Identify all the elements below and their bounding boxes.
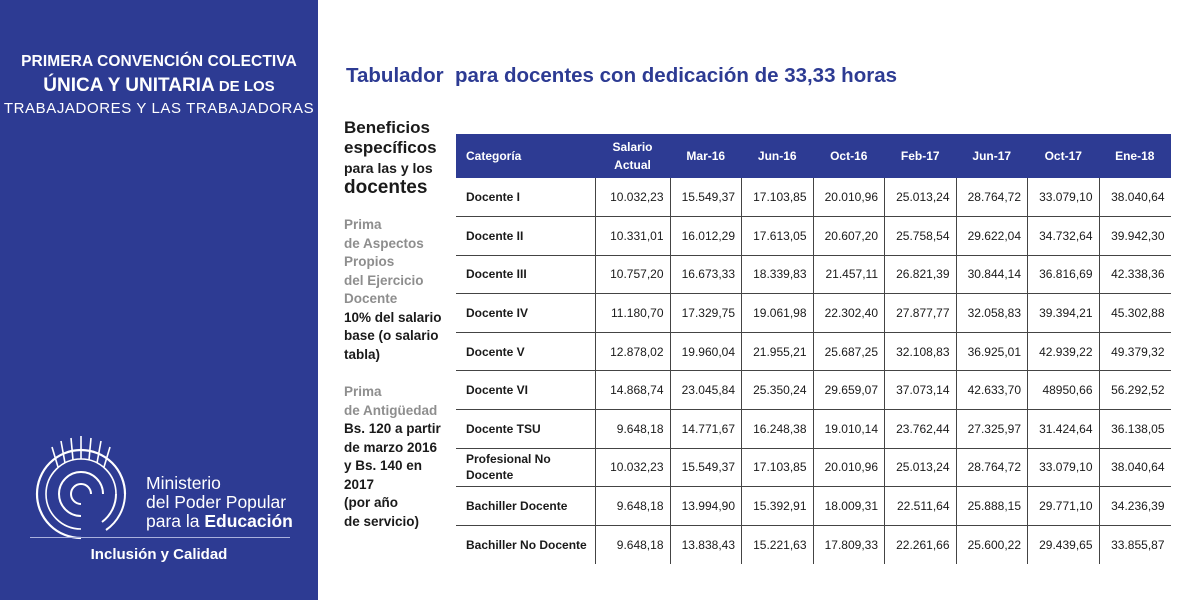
table-cell-value: 25.758,54 [885,217,957,256]
prima-1-line: de Aspectos [344,235,424,251]
category-line: Docente TSU [466,421,541,436]
category-line: Docente V [466,344,525,359]
table-row [456,294,1171,333]
table-cell-value: 14.868,74 [595,371,670,410]
table-cell-category [456,255,595,294]
table-cell-value: 49.379,32 [1099,332,1171,371]
ministry-line-3a: para la [146,511,205,531]
table-cell-value: 29.622,04 [956,217,1028,256]
table-row [456,255,1171,294]
header-oct-17: Oct-17 [1028,134,1100,178]
table-cell-value: 32.058,83 [956,294,1028,333]
table-cell-value: 9.648,18 [595,487,670,526]
ministry-line-3 [146,512,293,531]
table-cell-value: 10.032,23 [595,178,670,217]
table-cell-value: 25.350,24 [742,371,814,410]
table-cell-category [456,332,595,371]
table-cell-value: 16.673,33 [670,255,742,294]
table-cell-value: 10.331,01 [595,217,670,256]
category-line: Docente I [466,190,521,205]
prima-2-line: Prima [344,384,382,399]
table-row [456,217,1171,256]
convention-line-2 [0,74,318,98]
table-cell-value: 22.511,64 [885,487,957,526]
prima-1-line: del Ejercicio [344,272,424,288]
category-line: Bachiller No Docente [466,537,587,552]
table-cell-value: 25.888,15 [956,487,1028,526]
table-cell-value: 9.648,18 [595,525,670,564]
table-row [456,487,1171,526]
table-cell-value: 20.607,20 [813,217,885,256]
ministry-line-3b: Educación [204,511,293,531]
sidebar-panel [0,0,318,600]
table-cell-value: 15.549,37 [670,178,742,217]
table-row [456,525,1171,564]
table-cell-value: 42.939,22 [1028,332,1100,371]
table-cell-value: 17.329,75 [670,294,742,333]
table-cell-value: 39.394,21 [1028,294,1100,333]
table-cell-value: 9.648,18 [595,410,670,449]
prima-2-desc-line: de servicio) [344,513,420,529]
prima-2-line: de Antigüedad [344,402,438,418]
table-cell-category [456,294,595,333]
table-cell-value: 16.012,29 [670,217,742,256]
table-cell-value: 31.424,64 [1028,410,1100,449]
prima-2-desc-line: y Bs. 140 en 2017 [344,458,423,492]
table-cell-value: 19.960,04 [670,332,742,371]
table-cell-category [456,487,595,526]
convention-heading [0,52,318,119]
ministry-name [146,474,293,531]
table-cell-value: 38.040,64 [1099,178,1171,217]
ministry-line-2: del Poder Popular [146,492,287,512]
convention-line-3: TRABAJADORES Y LAS TRABAJADORAS [3,100,315,117]
header-jun-17: Jun-17 [956,134,1028,178]
table-cell-value: 20.010,96 [813,448,885,487]
table-cell-value: 34.236,39 [1099,487,1171,526]
salary-table [456,134,1171,564]
table-cell-value: 25.013,24 [885,448,957,487]
table-cell-value: 22.261,66 [885,525,957,564]
benefits-heading-1: Beneficios [344,118,430,137]
table-cell-value: 16.248,38 [742,410,814,449]
prima-2-desc-line: de marzo 2016 [344,439,438,455]
benefits-column [344,118,454,531]
category-line: Profesional No [466,452,551,467]
benefits-heading-2: específicos [344,138,437,157]
table-cell-value: 56.292,52 [1099,371,1171,410]
table-cell-value: 17.103,85 [742,448,814,487]
header-feb-17: Feb-17 [885,134,957,178]
ministry-line-1: Ministerio [146,473,221,493]
table-cell-category [456,371,595,410]
table-cell-value: 33.079,10 [1028,448,1100,487]
table-cell-category [456,525,595,564]
sidebar-divider [30,537,290,538]
prima-2-desc-line: Bs. 120 a partir [344,421,441,436]
table-cell-value: 11.180,70 [595,294,670,333]
table-cell-value: 37.073,14 [885,371,957,410]
table-row [456,410,1171,449]
table-cell-category [456,410,595,449]
table-cell-value: 38.040,64 [1099,448,1171,487]
header-salario-line: Salario [612,140,653,154]
table-cell-value: 22.302,40 [813,294,885,333]
table-cell-value: 28.764,72 [956,178,1028,217]
convention-line-2-rest: DE LOS [214,78,275,95]
table-cell-value: 25.600,22 [956,525,1028,564]
prima-1-description [344,309,454,365]
table-cell-value: 23.762,44 [885,410,957,449]
table-cell-value: 45.302,88 [1099,294,1171,333]
header-oct-16: Oct-16 [813,134,885,178]
table-header-row [456,134,1171,178]
table-cell-category [456,448,595,487]
table-cell-value: 29.771,10 [1028,487,1100,526]
table-cell-category [456,178,595,217]
table-cell-value: 42.338,36 [1099,255,1171,294]
table-cell-value: 21.955,21 [742,332,814,371]
table-row [456,178,1171,217]
category-line: Docente III [466,267,527,282]
prima-1-line: Prima [344,217,382,232]
table-cell-value: 32.108,83 [885,332,957,371]
table-cell-value: 25.687,25 [813,332,885,371]
header-salario-actual [595,134,670,178]
table-cell-value: 29.659,07 [813,371,885,410]
table-cell-value: 36.138,05 [1099,410,1171,449]
header-jun-16: Jun-16 [742,134,814,178]
table-cell-value: 25.013,24 [885,178,957,217]
convention-line-1: PRIMERA CONVENCIÓN COLECTIVA [21,53,297,70]
category-line: Bachiller Docente [466,499,568,514]
table-cell-value: 10.757,20 [595,255,670,294]
table-cell-value: 42.633,70 [956,371,1028,410]
table-cell-value: 21.457,11 [813,255,885,294]
table-cell-value: 10.032,23 [595,448,670,487]
table-cell-value: 18.009,31 [813,487,885,526]
prima-2-desc-line: (por año [344,495,398,510]
category-line: Docente II [466,228,524,243]
prima-1-label [344,216,454,309]
table-cell-value: 17.103,85 [742,178,814,217]
table-cell-value: 12.878,02 [595,332,670,371]
table-cell-value: 48950,66 [1028,371,1100,410]
table-cell-value: 14.771,67 [670,410,742,449]
table-cell-value: 17.613,05 [742,217,814,256]
header-actual-line: Actual [614,158,651,172]
table-cell-value: 26.821,39 [885,255,957,294]
table-cell-value: 20.010,96 [813,178,885,217]
convention-line-2-bold: ÚNICA Y UNITARIA [43,75,215,96]
table-cell-value: 27.877,77 [885,294,957,333]
category-line: Docente [466,468,514,483]
header-categoria: Categoría [456,134,595,178]
table-cell-value: 19.061,98 [742,294,814,333]
table-cell-value: 39.942,30 [1099,217,1171,256]
prima-2-description [344,420,454,531]
table-row [456,448,1171,487]
table-cell-value: 15.221,63 [742,525,814,564]
table-cell-value: 19.010,14 [813,410,885,449]
table-cell-value: 15.392,91 [742,487,814,526]
prima-1-line: Propios [344,254,395,269]
header-mar-16: Mar-16 [670,134,742,178]
table-row [456,371,1171,410]
table-cell-value: 17.809,33 [813,525,885,564]
benefits-heading [344,118,454,198]
table-cell-value: 34.732,64 [1028,217,1100,256]
table-cell-value: 30.844,14 [956,255,1028,294]
table-cell-value: 36.816,69 [1028,255,1100,294]
table-cell-value: 28.764,72 [956,448,1028,487]
ministry-emblem-icon [26,432,136,542]
table-cell-value: 13.994,90 [670,487,742,526]
table-cell-value: 18.339,83 [742,255,814,294]
prima-1-desc-line: tabla) [344,346,381,362]
table-cell-value: 15.549,37 [670,448,742,487]
table-row [456,332,1171,371]
prima-1-desc-line: 10% del salario [344,309,442,325]
table-cell-value: 29.439,65 [1028,525,1100,564]
header-ene-18: Ene-18 [1099,134,1171,178]
prima-1-desc-line: base (o salario [344,328,439,343]
table-cell-value: 13.838,43 [670,525,742,564]
page-title: Tabulador para docentes con dedicación de 33,33 horas [346,64,898,87]
table-body [456,178,1171,564]
table-cell-category [456,217,595,256]
table-cell-value: 27.325,97 [956,410,1028,449]
category-line: Docente VI [466,383,529,398]
benefits-heading-4: docentes [344,177,428,198]
prima-2-label [344,383,454,420]
table-cell-value: 33.855,87 [1111,537,1165,552]
prima-1-line: Docente [344,291,398,306]
table-cell-value: 36.925,01 [956,332,1028,371]
table-cell-value: 33.079,10 [1028,178,1100,217]
benefits-heading-3: para las y los [344,160,433,176]
tagline: Inclusión y Calidad [90,546,228,563]
category-line: Docente IV [466,306,529,321]
table-cell-value: 23.045,84 [670,371,742,410]
